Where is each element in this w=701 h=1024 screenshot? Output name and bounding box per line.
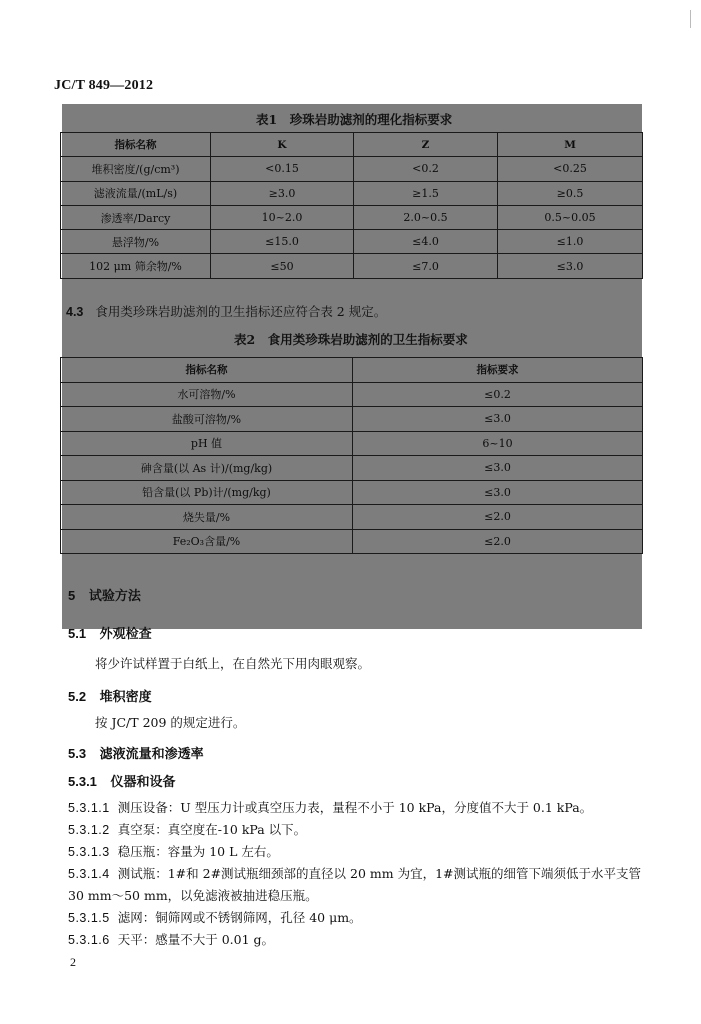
- table-row: [61, 407, 643, 432]
- table2-hygiene-indicators: [60, 357, 643, 554]
- section-title: 堆积密度: [99, 690, 152, 705]
- item-number: 5.3.1.1: [68, 801, 110, 815]
- indicator-name: 渗透率/Darcy: [61, 205, 211, 229]
- indicator-name: 烧失量/%: [61, 505, 353, 530]
- section-number: 5.3: [68, 746, 87, 761]
- indicator-requirement: ≤2.0: [353, 529, 643, 554]
- clause-4-3: [66, 302, 386, 320]
- value-k: 10~2.0: [211, 205, 354, 229]
- indicator-name: Fe₂O₃含量/%: [61, 529, 353, 554]
- section-title: 仪器和设备: [110, 775, 176, 790]
- value-m: ≤1.0: [498, 230, 643, 254]
- value-z: <0.2: [354, 157, 498, 181]
- table2-header-row: [61, 358, 643, 383]
- value-z: ≤4.0: [354, 230, 498, 254]
- item-text: 稳压瓶：容量为 10 L 左右。: [117, 844, 279, 859]
- indicator-name: 盐酸可溶物/%: [61, 407, 353, 432]
- section-5-2-text: 按 JC/T 209 的规定进行。: [95, 715, 246, 730]
- value-k: ≥3.0: [211, 181, 354, 205]
- indicator-name: pH 值: [61, 431, 353, 456]
- section-title: 外观检查: [99, 627, 152, 642]
- section-number: 5.1: [68, 626, 87, 641]
- table-row: [61, 456, 643, 481]
- indicator-name: 堆积密度/(g/cm³): [61, 157, 211, 181]
- table-row: [61, 205, 643, 229]
- item-number: 5.3.1.2: [68, 823, 110, 837]
- value-k: <0.15: [211, 157, 354, 181]
- list-item: [68, 841, 648, 863]
- indicator-requirement: 6~10: [353, 431, 643, 456]
- table-row: [61, 431, 643, 456]
- section-number: 5: [68, 588, 76, 603]
- item-text: 真空泵：真空度在-10 kPa 以下。: [117, 822, 307, 837]
- scan-edge-mark: [690, 10, 691, 28]
- table-row: [61, 230, 643, 254]
- list-item: [68, 929, 648, 951]
- indicator-name: 102 μm 筛余物/%: [61, 254, 211, 278]
- page-number: 2: [70, 955, 76, 969]
- indicator-name: 滤液流量/(mL/s): [61, 181, 211, 205]
- table-row: [61, 181, 643, 205]
- section-5-1-heading: [68, 623, 152, 642]
- item-number: 5.3.1.5: [68, 911, 110, 925]
- item-text: 滤网：铜筛网或不锈钢筛网，孔径 40 μm。: [117, 910, 362, 925]
- table-row: [61, 480, 643, 505]
- indicator-name: 水可溶物/%: [61, 382, 353, 407]
- value-m: <0.25: [498, 157, 643, 181]
- section-title: 试验方法: [88, 589, 141, 604]
- item-text: 天平：感量不大于 0.01 g。: [117, 932, 274, 947]
- table-row: [61, 254, 643, 278]
- table1-header-cell: Z: [354, 133, 498, 157]
- section-5-1-text: 将少许试样置于白纸上，在自然光下用肉眼观察。: [95, 656, 371, 671]
- section-title: 滤液流量和渗透率: [99, 747, 204, 762]
- section-number: 5.3.1: [68, 774, 97, 789]
- value-z: ≤7.0: [354, 254, 498, 278]
- clause-text: 食用类珍珠岩助滤剂的卫生指标还应符合表 2 规定。: [95, 304, 387, 319]
- table-row: [61, 505, 643, 530]
- indicator-requirement: ≤3.0: [353, 456, 643, 481]
- indicator-name: 砷含量(以 As 计)/(mg/kg): [61, 456, 353, 481]
- list-item: [68, 863, 648, 907]
- indicator-requirement: ≤0.2: [353, 382, 643, 407]
- section-5-2-heading: [68, 686, 152, 705]
- section-number: 5.2: [68, 689, 87, 704]
- table1-physicochemical-indicators: [60, 132, 643, 279]
- standard-code: JC/T 849—2012: [54, 78, 154, 93]
- table2-header-cell: 指标要求: [353, 358, 643, 383]
- table-row: [61, 529, 643, 554]
- indicator-requirement: ≤2.0: [353, 505, 643, 530]
- section-5-3-1-heading: [68, 771, 176, 790]
- table1-caption: 表1 珍珠岩助滤剂的理化指标要求: [256, 112, 453, 127]
- list-item: [68, 797, 648, 819]
- item-text: 测试瓶：1#和 2#测试瓶细颈部的直径以 20 mm 为宜，1#测试瓶的细管下端须低于水平支管 30 mm～50 mm，以免滤液被抽进稳压瓶。: [68, 866, 642, 903]
- table1-header-cell: K: [211, 133, 354, 157]
- table-row: [61, 382, 643, 407]
- table-row: [61, 157, 643, 181]
- indicator-name: 铅含量(以 Pb)计/(mg/kg): [61, 480, 353, 505]
- table2-caption: 表2 食用类珍珠岩助滤剂的卫生指标要求: [234, 332, 468, 347]
- value-k: ≤50: [211, 254, 354, 278]
- value-k: ≤15.0: [211, 230, 354, 254]
- indicator-name: 悬浮物/%: [61, 230, 211, 254]
- table1-header-row: [61, 133, 643, 157]
- value-z: 2.0~0.5: [354, 205, 498, 229]
- table2-header-cell: 指标名称: [61, 358, 353, 383]
- list-item: [68, 907, 648, 929]
- value-m: 0.5~0.05: [498, 205, 643, 229]
- section-5-heading: [68, 585, 141, 604]
- item-number: 5.3.1.4: [68, 867, 110, 881]
- table1-header-cell: M: [498, 133, 643, 157]
- indicator-requirement: ≤3.0: [353, 480, 643, 505]
- value-m: ≤3.0: [498, 254, 643, 278]
- item-number: 5.3.1.3: [68, 845, 110, 859]
- clause-number: 4.3: [66, 305, 84, 319]
- section-5-3-heading: [68, 743, 204, 762]
- table1-header-cell: 指标名称: [61, 133, 211, 157]
- value-m: ≥0.5: [498, 181, 643, 205]
- item-number: 5.3.1.6: [68, 933, 110, 947]
- value-z: ≥1.5: [354, 181, 498, 205]
- item-text: 测压设备：U 型压力计或真空压力表，量程不小于 10 kPa，分度值不大于 0.1 kPa。: [117, 800, 593, 815]
- list-item: [68, 819, 648, 841]
- indicator-requirement: ≤3.0: [353, 407, 643, 432]
